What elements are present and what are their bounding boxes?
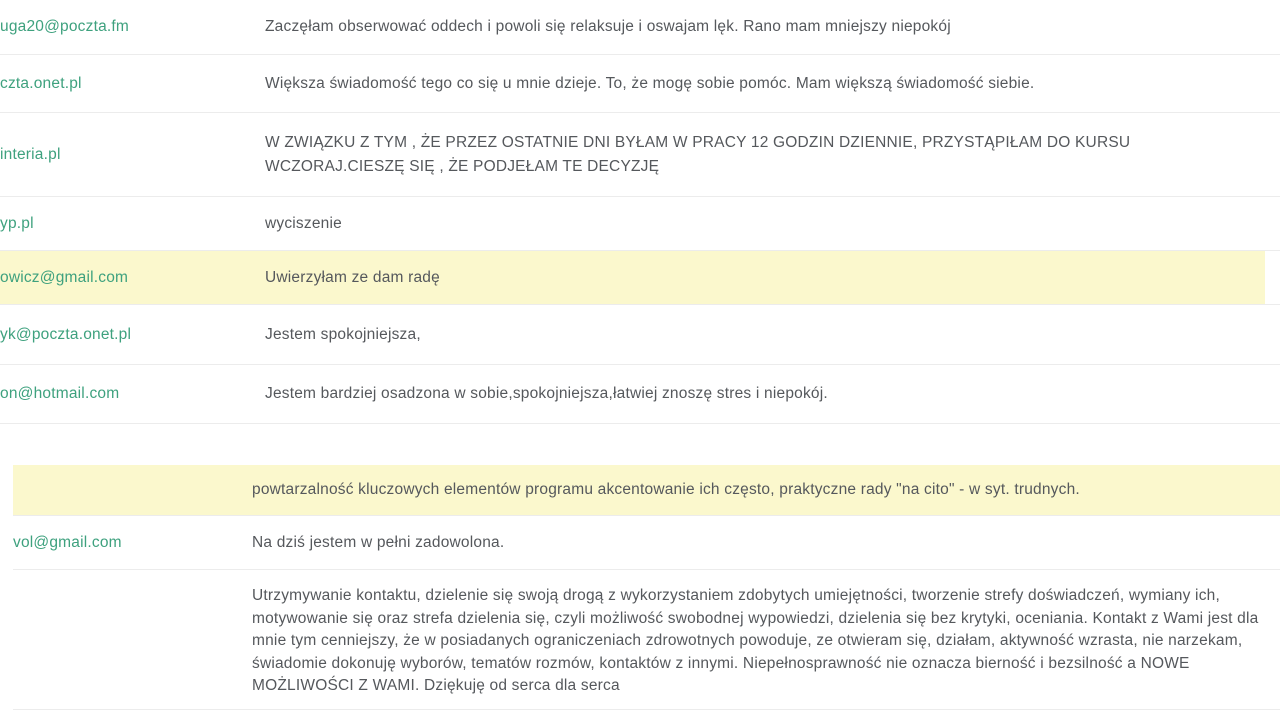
respondent-email[interactable]: owicz@gmail.com	[0, 268, 129, 286]
table-row	[0, 55, 1280, 113]
response-text: wyciszenie	[265, 214, 342, 232]
response-text: Zaczęłam obserwować oddech i powoli się relaksuje i oswajam lęk. Rano mam mniejszy niepokój	[265, 18, 951, 35]
response-text: Uwierzyłam ze dam radę	[265, 268, 440, 286]
response-text: Większa świadomość tego co się u mnie dzieje. To, że mogę sobie pomóc. Mam większą świadomość siebie.	[265, 74, 1035, 92]
table-row	[0, 0, 1280, 55]
respondent-email[interactable]: on@hotmail.com	[0, 385, 120, 402]
table-row-highlighted	[13, 465, 1280, 516]
table-row	[0, 365, 1280, 424]
respondent-email	[13, 465, 252, 515]
respondent-email[interactable]: vol@gmail.com	[13, 533, 122, 551]
response-text: Utrzymywanie kontaktu, dzielenie się swoją drogą z wykorzystaniem zdobytych umiejętności, tworzenie strefy doświadczeń, wymiany ich, motywowanie się oraz strefa dzielenia się, czyli możliwość swobodnej wypowiedzi, dzielenia się bez krytyki, oceniania. Kontakt z Wami jest dla mnie tym cenniejszy, że w posiadanych ograniczeniach zdrowotnych powoduje, ze otwieram się, działam, aktywność wzrasta, nie narzekam, świadomie dokonuję wyborów, tematów rozmów, kontaktów z innymi. Niepełnosprawność nie oznacza bierność i bezsilność a NOWE MOŻLIWOŚCI Z WAMI. Dziękuję od serca dla serca	[252, 587, 1259, 694]
respondent-email	[13, 570, 252, 709]
respondent-email[interactable]: yp.pl	[0, 214, 34, 232]
table-row	[13, 570, 1280, 710]
response-text: W ZWIĄZKU Z TYM , ŻE PRZEZ OSTATNIE DNI BYŁAM W PRACY 12 GODZIN DZIENNIE, PRZYSTĄPIŁAM DO KURSU WCZORAJ.CIESZĘ SIĘ , ŻE PODJEŁAM TE DECYZJĘ	[265, 133, 1131, 175]
table-row	[0, 197, 1280, 251]
respondent-email[interactable]: interia.pl	[0, 145, 61, 163]
response-text: powtarzalność kluczowych elementów programu akcentowanie ich często, praktyczne rady "na cito" - w syt. trudnych.	[252, 481, 1080, 498]
table-row	[0, 113, 1280, 197]
respondent-email[interactable]: czta.onet.pl	[0, 74, 82, 92]
respondent-email[interactable]: uga20@poczta.fm	[0, 18, 130, 35]
section-gap	[0, 424, 1280, 465]
table-row	[0, 305, 1280, 365]
table-row-highlighted	[0, 251, 1280, 305]
response-text: Na dziś jestem w pełni zadowolona.	[252, 533, 505, 551]
table-row	[13, 516, 1280, 570]
response-text: Jestem bardziej osadzona w sobie,spokojniejsza,łatwiej znoszę stres i niepokój.	[265, 385, 828, 402]
response-text: Jestem spokojniejsza,	[265, 325, 421, 343]
results-table-2	[13, 465, 1280, 710]
respondent-email[interactable]: yk@poczta.onet.pl	[0, 325, 132, 343]
